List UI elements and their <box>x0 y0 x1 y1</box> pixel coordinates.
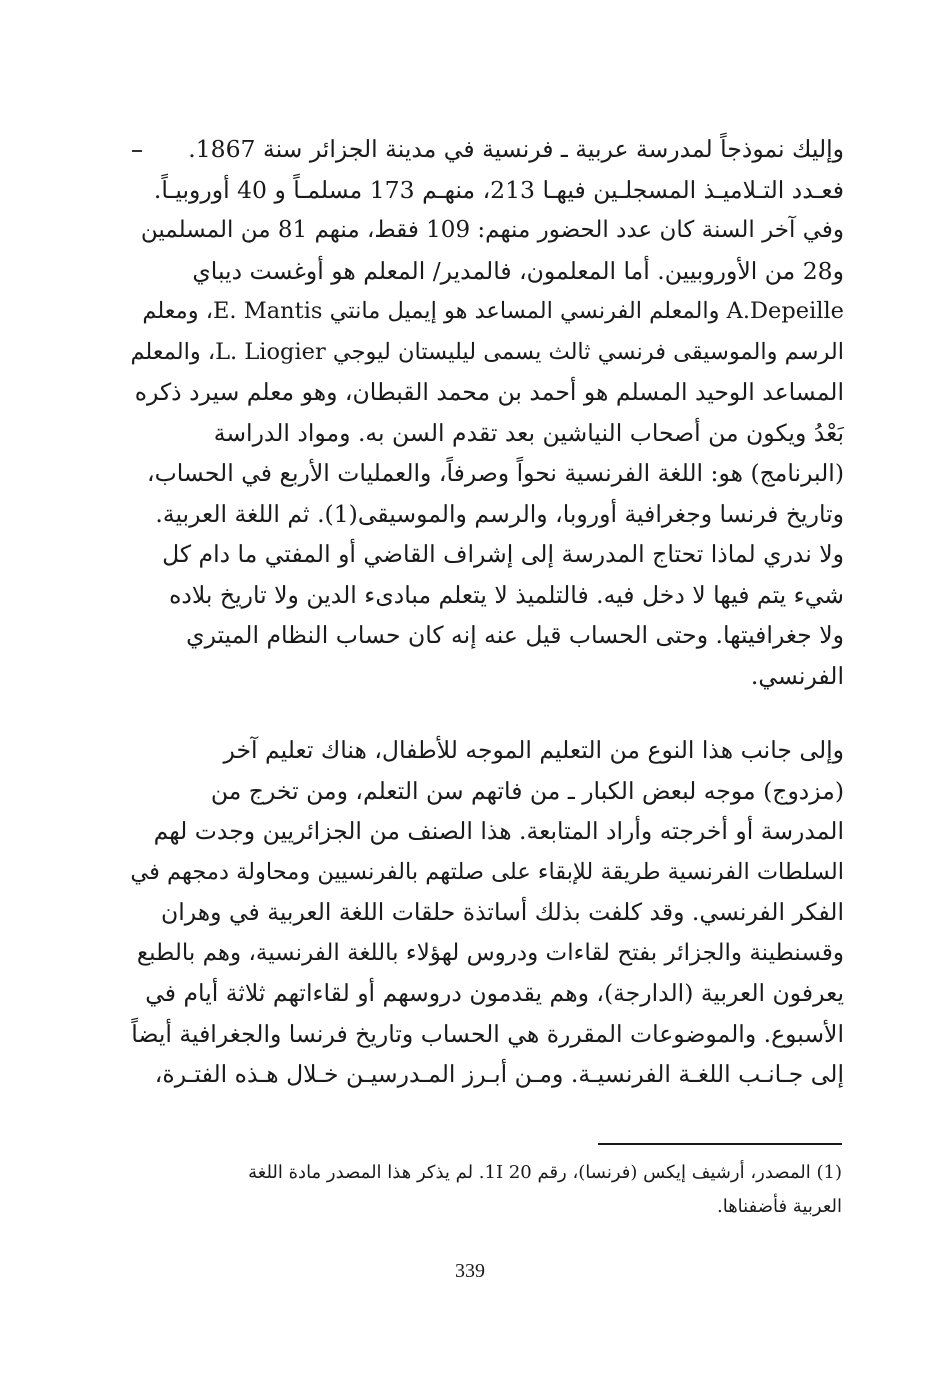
paragraph-line: بَعْدُ ويكون من أصحاب النياشين بعد تقدم السن به. ومواد الدراسة <box>213 418 844 447</box>
paragraph-line: وتاريخ فرنسا وجغرافية أوروبا، والرسم والموسيقى(1). ثم اللغة العربية. <box>155 499 844 528</box>
paragraph-line: السلطات الفرنسية طريقة للإبقاء على صلتهم بالفرنسيين ومحاولة دمجهم في <box>130 858 844 885</box>
footnote <box>140 1156 842 1224</box>
paragraph-line: A.Depeille والمعلم الفرنسي المساعد هو إيميل مانتي E. Mantis، ومعلم <box>142 298 844 324</box>
paragraph-line: وإليك نموذجاً لمدرسة عربية ـ فرنسية في مدينة الجزائر سنة 1867. <box>188 135 844 163</box>
footnote-line: العربية فأضفناها. <box>716 1196 842 1217</box>
paragraph-line: ولا جغرافيتها. وحتى الحساب قيل عنه إنه كان حساب النظام الميتري <box>186 621 844 649</box>
paragraph-line: يعرفون العربية (الدارجة)، وهم يقدمون دروسهم أو لقاءاتهم ثلاثة أيام في <box>145 979 844 1007</box>
paragraph-line: الأسبوع. والموضوعات المقررة هي الحساب وتاريخ فرنسا والجغرافية أيضاً <box>131 1019 844 1048</box>
paragraph-line: الرسم والموسيقى فرنسي ثالث يسمى ليليستان ليوجي L. Liogier، والمعلم <box>130 338 844 365</box>
paragraph-line: (مزدوج) موجه لبعض الكبار ـ من فاتهم سن التعلم، ومن تخرج من <box>210 776 844 805</box>
paragraph-line: وإلى جانب هذا النوع من التعليم الموجه للأطفال، هناك تعليم آخر <box>223 736 844 764</box>
paragraph-line: المساعد الوحيد المسلم هو أحمد بن محمد القبطان، وهو معلم سيرد ذكره <box>134 378 844 406</box>
footnote-line: (1) المصدر، أرشيف إيكس (فرنسا)، رقم 1I 20. لم يذكر هذا المصدر مادة اللغة <box>248 1162 842 1183</box>
paragraph-line: إلى جـانـب اللغـة الفرنسيـة. ومـن أبـرز المـدرسيـن خـلال هـذه الفتـرة، <box>154 1060 844 1088</box>
paragraph-line: (البرنامج) هو: اللغة الفرنسية نحواً وصرفاً، والعمليات الأربع في الحساب، <box>147 459 844 487</box>
paragraph-2 <box>130 730 844 1095</box>
paragraph-line: ولا ندري لماذا تحتاج المدرسة إلى إشراف القاضي أو المفتي ما دام كل <box>162 540 844 568</box>
paragraph-line: شيء يتم فيها لا دخل فيه. فالتلميذ لا يتعلم مبادىء الدين ولا تاريخ بلاده <box>169 580 844 609</box>
paragraph-line: الفكر الفرنسي. وقد كلفت بذلك أساتذة حلقات اللغة العربية في وهران <box>160 898 844 926</box>
footnote-divider <box>598 1143 842 1145</box>
paragraph-line: وفي آخر السنة كان عدد الحضور منهم: 109 فقط، منهم 81 من المسلمين <box>140 217 844 243</box>
paragraph-line: الفرنسي. <box>750 661 844 690</box>
page-number: 339 <box>455 1260 485 1282</box>
paragraph-line: المدرسة أو أخرجته وأراد المتابعة. هذا الصنف من الجزائريين وجدت لهم <box>153 817 844 845</box>
paragraph-line: وقسنطينة والجزائر بفتح لقاءات ودروس لهؤلاء باللغة الفرنسية، وهم بالطبع <box>136 939 844 966</box>
paragraph-1 <box>130 129 844 696</box>
paragraph-line: و28 من الأوروبيين. أما المعلمون، فالمدير/ المعلم هو أوغست ديباي <box>192 256 844 285</box>
paragraph-line: فعـدد التـلاميـذ المسجلـين فيهـا 213، منهـم 173 مسلمـاً و 40 أوروبيـاً. <box>153 175 844 204</box>
